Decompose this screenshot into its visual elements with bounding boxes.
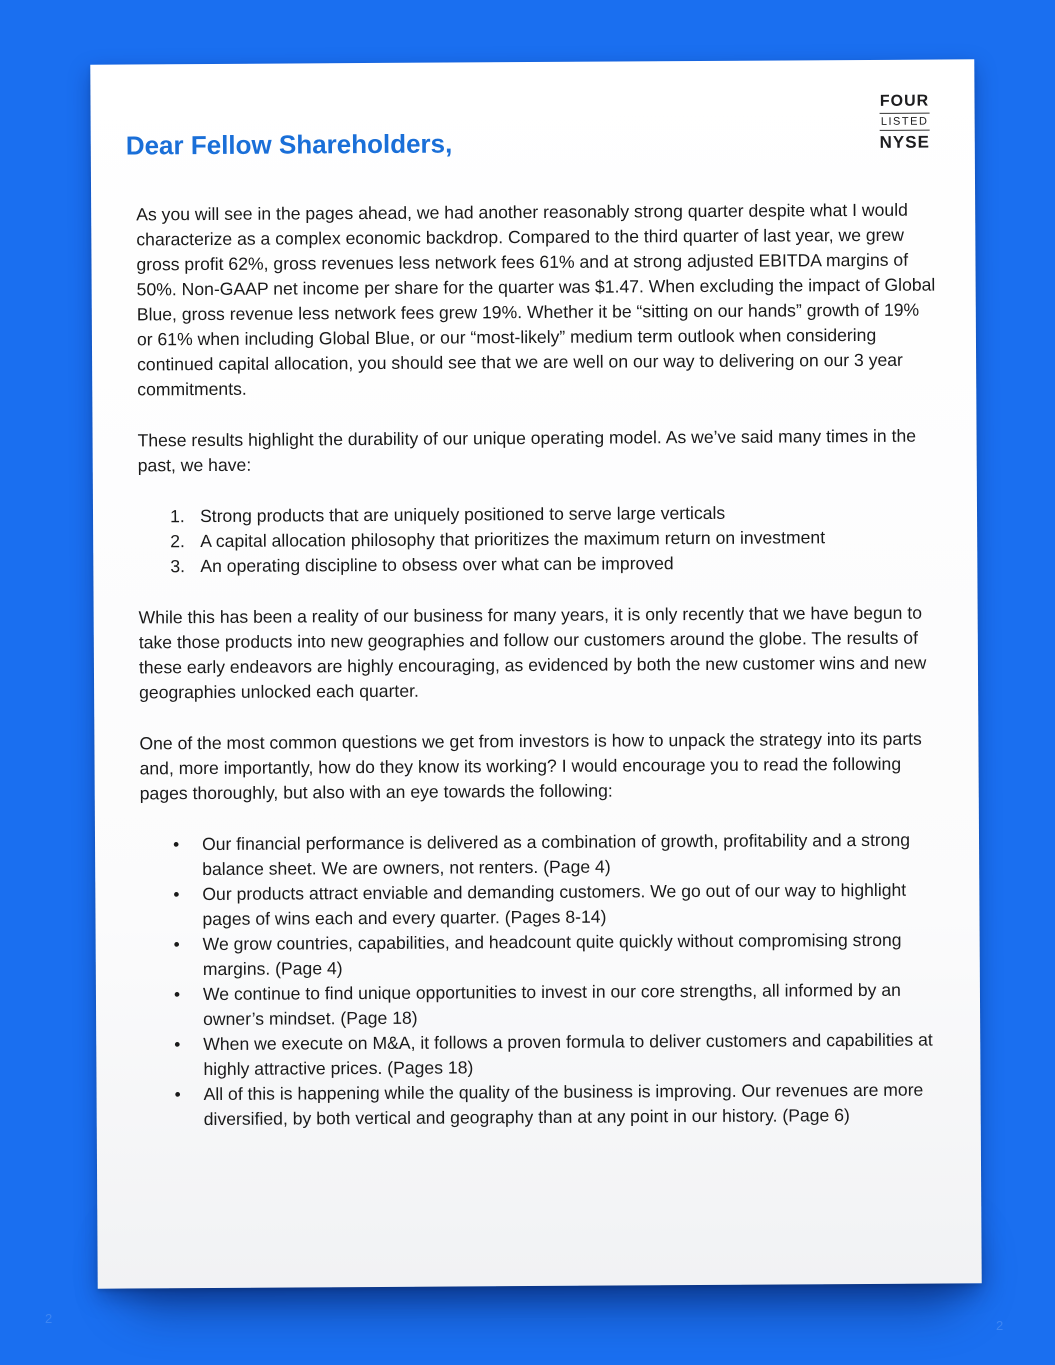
numbered-list <box>138 500 938 580</box>
list-number: 1. <box>169 506 185 527</box>
logo-listed: LISTED <box>880 113 930 131</box>
paragraph-investor-questions: One of the most common questions we get from investors is how to unpack the strategy into its parts and, more importantly, how do they know its working? I would encourage you to read the following pages thoroughly, but also with an eye towards the following: <box>139 728 922 804</box>
bullet-icon: • <box>172 834 180 855</box>
page-number-right: 2 <box>996 1318 1004 1333</box>
letter-body <box>136 198 942 1159</box>
list-item-text: When we execute on M&A, it follows a proven formula to deliver customers and capabilities at highly attractive prices. (Pages 18) <box>203 1029 933 1080</box>
list-item <box>140 878 940 933</box>
list-item <box>141 1028 941 1083</box>
bullet-list <box>140 828 942 1133</box>
bullet-icon: • <box>173 884 180 905</box>
list-item <box>141 978 941 1033</box>
list-item <box>140 828 940 883</box>
letter-page <box>90 59 981 1288</box>
list-item-text: Strong products that are uniquely positioned to serve large verticals <box>199 502 726 527</box>
paragraph-intro: As you will see in the pages ahead, we had another reasonably strong quarter despite what I would characterize as a complex economic backdrop. Compared to the third quarter of last year, we grew gross profit 62%, gross revenues less network fees 61% and at strong adjusted EBITDA margins of 50%. Non-GAAP net income per share for the quarter was $1.47. When excluding the impact of Global Blue, gross revenue less network fees grew 19%. Whether it be “sitting on our hands” growth of 19% or 61% when including Global Blue, or our “most-likely” medium term outlook when considering continued capital allocation, you should see that we are well on our way to delivering on our 3 year commitments. <box>136 199 936 400</box>
list-item <box>141 1078 941 1133</box>
logo-ticker: FOUR <box>879 92 930 110</box>
page-number-left: 2 <box>45 1311 53 1326</box>
list-item-text: Our products attract enviable and demanding customers. We go out of our way to highlight pages of wins each and every quarter. (Pages 8-14) <box>202 879 907 930</box>
bullet-icon: • <box>174 1034 181 1055</box>
list-item <box>141 928 941 983</box>
bullet-icon: • <box>174 1084 181 1105</box>
nyse-listing-logo <box>876 92 932 154</box>
list-item-text: An operating discipline to obsess over what can be improved <box>200 553 674 577</box>
bullet-icon: • <box>173 984 181 1005</box>
list-item-text: We continue to find unique opportunities to invest in our core strengths, all informed by an owner’s mindset. (Page 18) <box>202 979 901 1030</box>
paragraph-geographies: While this has been a reality of our business for many years, it is only recently that we have begun to take those products into new geographies and follow our customers around the globe. The results of these early endeavors are highly encouraging, as evidenced by both the new customer wins and new geographies unlocked each quarter. <box>138 602 927 703</box>
list-item-text: Our financial performance is delivered as a combination of growth, profitability and a strong balance sheet. We are owners, not renters. (Page 4) <box>201 829 911 880</box>
list-item-text: A capital allocation philosophy that prioritizes the maximum return on investment <box>200 527 826 552</box>
letter-heading: Dear Fellow Shareholders, <box>125 128 453 161</box>
paragraph-operating-model: These results highlight the durability of our unique operating model. As we’ve said many times in the past, we have: <box>137 425 917 476</box>
bullet-icon: • <box>173 934 180 955</box>
list-item-text: We grow countries, capabilities, and headcount quite quickly without compromising strong margins. (Page 4) <box>202 929 902 980</box>
logo-exchange: NYSE <box>879 132 930 152</box>
list-item <box>138 550 938 580</box>
list-number: 3. <box>170 556 186 577</box>
list-number: 2. <box>170 531 185 552</box>
list-item-text: All of this is happening while the quality of the business is improving. Our revenues are more diversified, by both vertical and geography than at any point in our history. (Page 6) <box>203 1079 924 1130</box>
